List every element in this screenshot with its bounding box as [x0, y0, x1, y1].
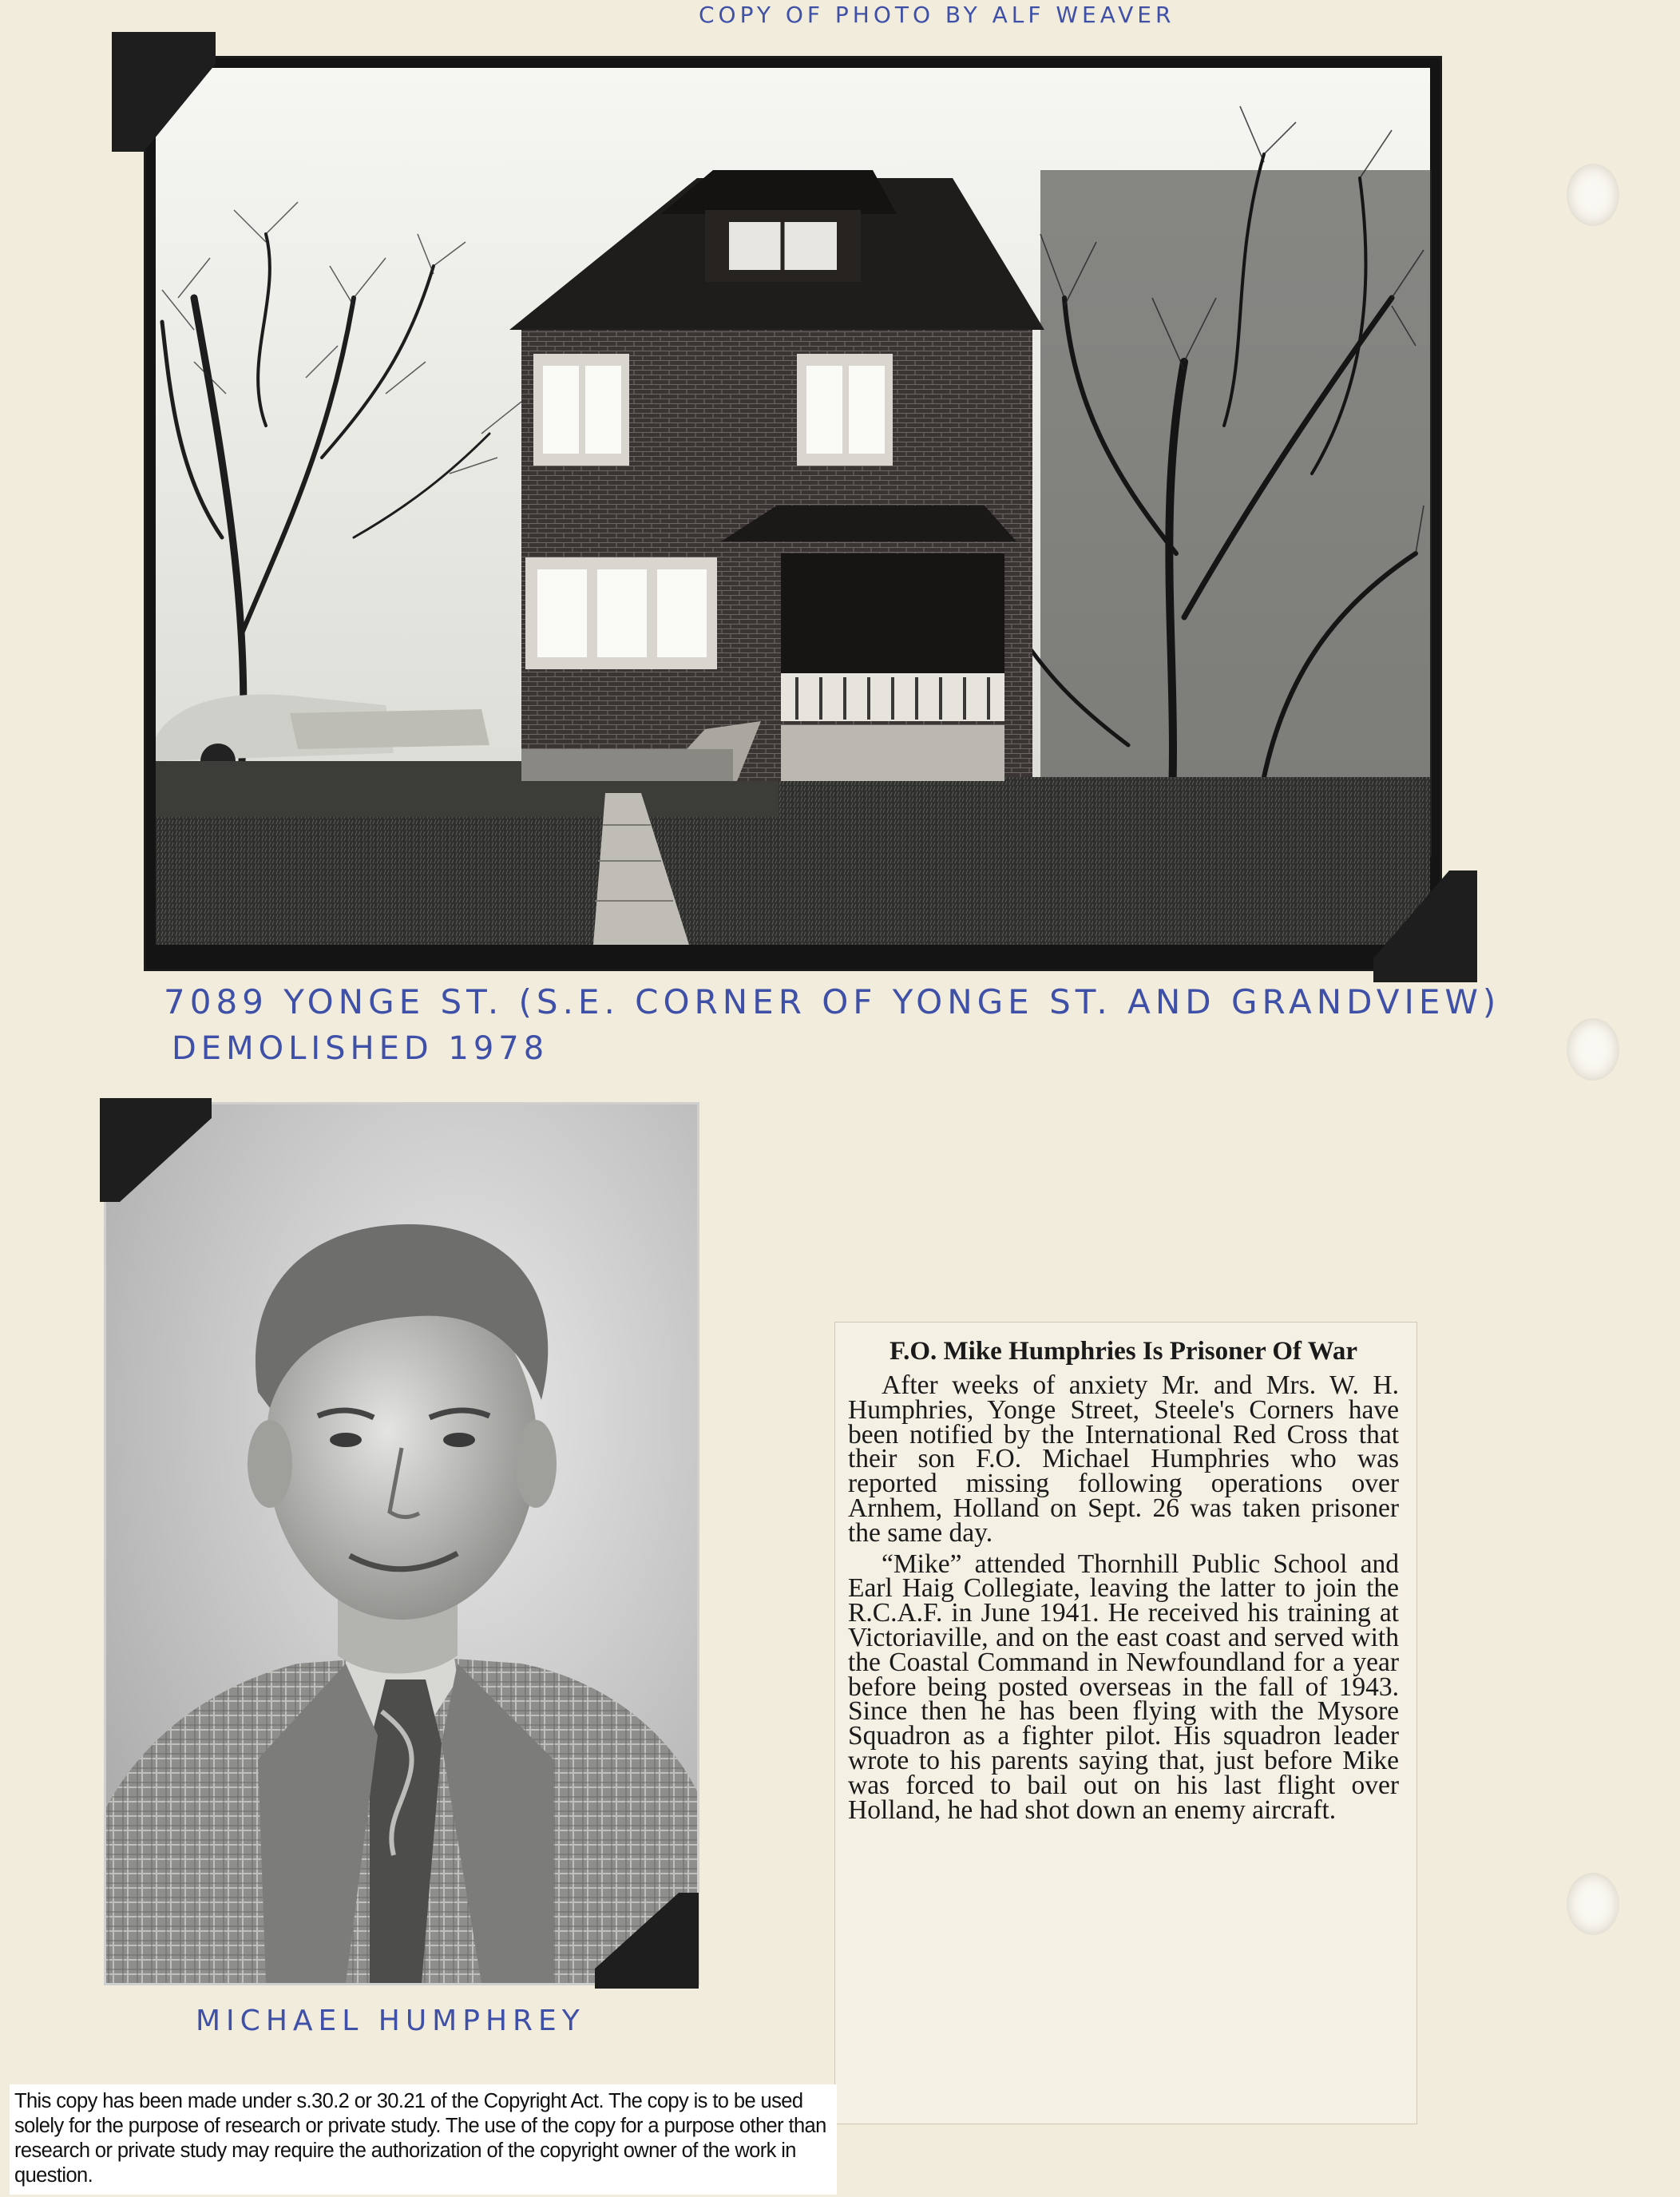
- house-caption-line1: 7089 YONGE ST. (S.E. CORNER OF YONGE ST. AND GRANDVIEW): [164, 982, 1501, 1021]
- newspaper-clipping: [834, 1322, 1417, 2124]
- portrait-corner-top-left: [100, 1098, 212, 1202]
- photo-corner-top-left: [112, 32, 216, 152]
- portrait-corner-bottom-right: [595, 1893, 699, 1989]
- house-photo: [144, 56, 1442, 971]
- binder-hole-bottom: [1567, 1873, 1619, 1935]
- portrait-caption: MICHAEL HUMPHREY: [196, 2005, 585, 2037]
- binder-hole-top: [1567, 164, 1619, 226]
- clipping-headline: F.O. Mike Humphries Is Prisoner Of War: [889, 1337, 1358, 1366]
- binder-hole-middle: [1567, 1018, 1619, 1081]
- copyright-notice: This copy has been made under s.30.2 or 30.21 of the Copyright Act. The copy is to be used solely for the purpose of research or private study. The use of the copy for a purpose other than research or private study may require the authorization of the copyright owner of the work in question.: [10, 2084, 837, 2195]
- clipping-paragraph-2: “Mike” attended Thornhill Public School and Earl Haig Collegiate, leaving the latter to join the R.C.A.F. in June 1941. He received his training at Victoriaville, and on the east coast and served with the Coastal Command in Newfoundland for a year before being posted overseas in the fall of 1943. Since then he has been flying with the Mysore Squadron as a fighter pilot. His squadron leader wrote to his parents saying that, just before Mike was forced to bail out on his last flight over Holland, he had shot down an enemy aircraft.: [848, 1549, 1399, 1825]
- photo-corner-bottom-right: [1373, 870, 1477, 982]
- portrait-photo: [104, 1102, 699, 1985]
- photo-credit-note: COPY OF PHOTO BY ALF WEAVER: [699, 2, 1175, 28]
- house-caption-line2: DEMOLISHED 1978: [172, 1030, 549, 1067]
- clipping-paragraph-1: After weeks of anxiety Mr. and Mrs. W. H. Humphries, Yonge Street, Steele's Corners have been notified by the International Red Cross that their son F.O. Michael Humphries who was reported missing following operations over Arnhem, Holland on Sept. 26 was taken prisoner the same day.: [848, 1370, 1399, 1548]
